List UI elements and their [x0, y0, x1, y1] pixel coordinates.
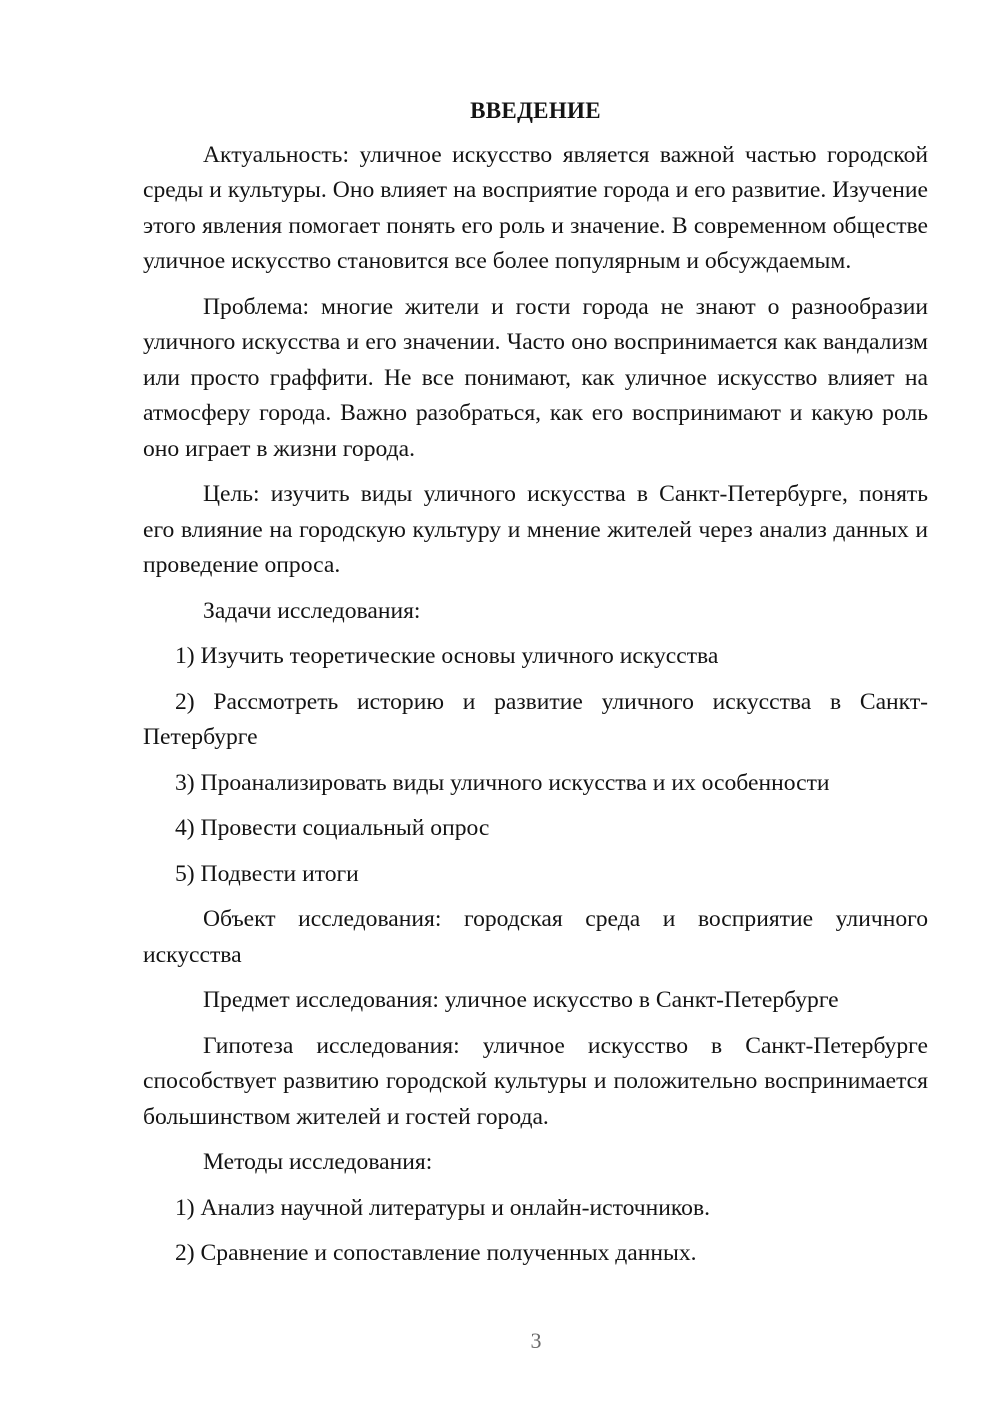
- document-body: [143, 93, 928, 1282]
- task-item-5: 5) Подвести итоги: [175, 860, 359, 887]
- page-number: 3: [530, 1328, 542, 1353]
- paragraph-hypothesis: Гипотеза исследования: уличное искусство в Санкт-Петербурге способствует развитию городской культуры и положительно воспринимается большинством жителей и гостей города.: [143, 1032, 928, 1130]
- paragraph-subject: Предмет исследования: уличное искусство в Санкт-Петербурге: [203, 987, 839, 1013]
- task-item-4: 4) Провести социальный опрос: [175, 815, 490, 841]
- task-item-3: 3) Проанализировать виды уличного искусства и их особенности: [175, 769, 830, 796]
- task-item-2: 2) Рассмотреть историю и развитие уличного искусства в Санкт-Петербурге: [143, 688, 928, 750]
- paragraph-tasks-heading: Задачи исследования:: [203, 597, 421, 624]
- section-title: ВВЕДЕНИЕ: [470, 98, 601, 123]
- paragraph-relevance: Актуальность: уличное искусство является важной частью городской среды и культуры. Оно влияет на восприятие города и его развитие. Изучение этого явления помогает понять его роль и значение. В современном обществе уличное искусство становится все более популярным и обсуждаемым.: [143, 141, 928, 274]
- method-item-1: 1) Анализ научной литературы и онлайн-источников.: [175, 1194, 711, 1221]
- paragraph-methods-heading: Методы исследования:: [203, 1149, 433, 1175]
- paragraph-goal: Цель: изучить виды уличного искусства в Санкт-Петербурге, понять его влияние на городскую культуру и мнение жителей через анализ данных и проведение опроса.: [143, 481, 928, 578]
- task-item-1: 1) Изучить теоретические основы уличного искусства: [175, 643, 719, 669]
- method-item-2: 2) Сравнение и сопоставление полученных данных.: [175, 1240, 697, 1266]
- paragraph-object: Объект исследования: городская среда и восприятие уличного искусства: [143, 906, 928, 968]
- paragraph-problem: Проблема: многие жители и гости города не знают о разнообразии уличного искусства и его значении. Часто оно воспринимается как вандализм или просто граффити. Не все понимают, как уличное искусство влияет на атмосферу города. Важно разобраться, как его воспринимают и какую роль оно играет в жизни города.: [143, 293, 928, 462]
